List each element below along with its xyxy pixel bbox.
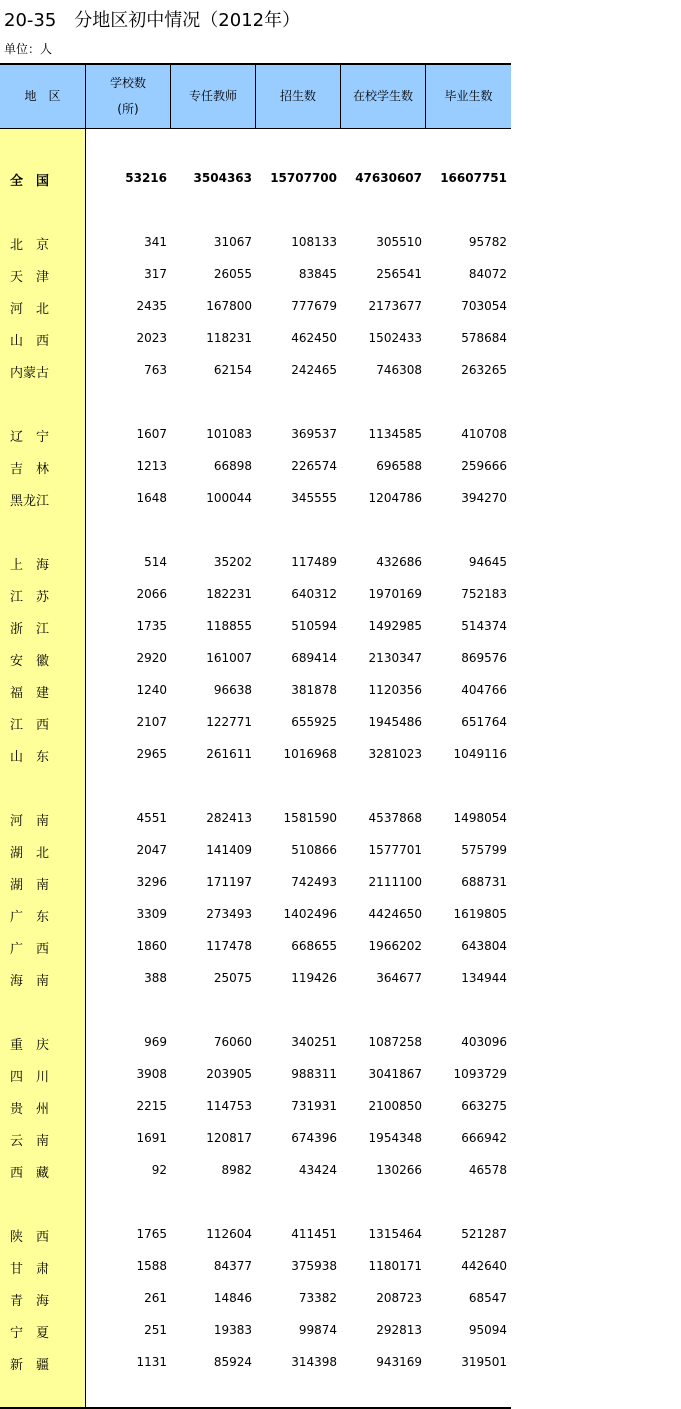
cell-students: 746308 — [376, 363, 422, 377]
cell-teachers: 171197 — [206, 875, 252, 889]
region-name: 安 徽 — [10, 654, 50, 669]
region-name: 上 海 — [10, 558, 50, 573]
cell-teachers: 26055 — [213, 267, 252, 281]
table-row — [0, 550, 511, 574]
region-name: 贵 州 — [10, 1102, 50, 1117]
cell-enrollment: 242465 — [291, 363, 337, 377]
table-row — [0, 966, 511, 990]
table-row — [0, 902, 511, 926]
table-row — [0, 1158, 511, 1182]
cell-schools: 3296 — [136, 875, 167, 889]
header-region: 地 区 — [24, 88, 61, 103]
cell-graduates: 94645 — [468, 555, 507, 569]
cell-schools: 763 — [144, 363, 167, 377]
header-schools-line1: 学校数 — [109, 75, 146, 90]
cell-students: 2173677 — [368, 299, 422, 313]
cell-teachers: 62154 — [213, 363, 252, 377]
region-name: 广 西 — [10, 942, 50, 957]
table-row — [0, 262, 511, 286]
region-name: 黑龙江 — [10, 494, 50, 509]
header-teachers: 专任教师 — [188, 88, 237, 103]
cell-students: 1954348 — [368, 1131, 422, 1145]
cell-schools: 2920 — [136, 651, 167, 665]
header-enrollment: 招生数 — [279, 88, 316, 103]
cell-graduates: 404766 — [461, 683, 507, 697]
cell-enrollment: 345555 — [291, 491, 337, 505]
region-name: 北 京 — [10, 238, 50, 253]
cell-schools: 2047 — [136, 843, 167, 857]
cell-graduates: 46578 — [468, 1163, 507, 1177]
table-row — [0, 1094, 511, 1118]
cell-enrollment: 43424 — [298, 1163, 337, 1177]
cell-schools: 1213 — [136, 459, 167, 473]
cell-teachers: 66898 — [213, 459, 252, 473]
table-row — [0, 934, 511, 958]
table-row — [0, 294, 511, 318]
cell-teachers: 3504363 — [193, 171, 252, 185]
cell-graduates: 1498054 — [453, 811, 507, 825]
cell-teachers: 112604 — [206, 1227, 252, 1241]
table-row — [0, 486, 511, 510]
header-schools-line2: (所) — [117, 101, 139, 116]
cell-graduates: 394270 — [461, 491, 507, 505]
cell-schools: 3309 — [136, 907, 167, 921]
cell-enrollment: 777679 — [291, 299, 337, 313]
cell-students: 4537868 — [368, 811, 422, 825]
cell-schools: 514 — [144, 555, 167, 569]
cell-enrollment: 15707700 — [270, 171, 337, 185]
cell-graduates: 1049116 — [453, 747, 507, 761]
cell-teachers: 101083 — [206, 427, 252, 441]
cell-schools: 251 — [144, 1323, 167, 1337]
cell-schools: 1588 — [136, 1259, 167, 1273]
region-name: 福 建 — [10, 686, 50, 701]
table-row — [0, 230, 511, 254]
cell-schools: 2965 — [136, 747, 167, 761]
cell-schools: 1860 — [136, 939, 167, 953]
table-row — [0, 742, 511, 766]
cell-graduates: 575799 — [461, 843, 507, 857]
table-row — [0, 1062, 511, 1086]
cell-graduates: 95094 — [468, 1323, 507, 1337]
cell-teachers: 19383 — [213, 1323, 252, 1337]
region-name: 河 南 — [10, 814, 50, 829]
cell-enrollment: 988311 — [291, 1067, 337, 1081]
cell-teachers: 31067 — [213, 235, 252, 249]
table-row — [0, 422, 511, 446]
table-row — [0, 326, 511, 350]
table-row — [0, 1126, 511, 1150]
cell-enrollment: 411451 — [291, 1227, 337, 1241]
cell-graduates: 1093729 — [453, 1067, 507, 1081]
region-name: 辽 宁 — [10, 430, 50, 445]
data-table — [0, 63, 511, 1409]
cell-students: 696588 — [376, 459, 422, 473]
cell-graduates: 263265 — [461, 363, 507, 377]
cell-students: 305510 — [376, 235, 422, 249]
cell-teachers: 14846 — [213, 1291, 252, 1305]
cell-teachers: 85924 — [213, 1355, 252, 1369]
cell-students: 2111100 — [368, 875, 422, 889]
cell-graduates: 643804 — [461, 939, 507, 953]
table-row — [0, 358, 511, 382]
cell-graduates: 578684 — [461, 331, 507, 345]
region-name: 海 南 — [10, 974, 50, 989]
page-title: 20-35 分地区初中情况（2012年） — [4, 10, 301, 31]
region-name: 西 藏 — [10, 1166, 50, 1181]
region-name: 吉 林 — [10, 462, 50, 477]
region-name: 江 西 — [10, 718, 50, 733]
cell-teachers: 76060 — [213, 1035, 252, 1049]
cell-graduates: 319501 — [461, 1355, 507, 1369]
cell-graduates: 403096 — [461, 1035, 507, 1049]
cell-schools: 261 — [144, 1291, 167, 1305]
region-name: 河 北 — [10, 302, 50, 317]
cell-students: 1120356 — [368, 683, 422, 697]
header-schools — [86, 63, 170, 128]
cell-graduates: 442640 — [461, 1259, 507, 1273]
cell-teachers: 141409 — [206, 843, 252, 857]
cell-enrollment: 83845 — [298, 267, 337, 281]
cell-graduates: 1619805 — [453, 907, 507, 921]
header-bottom-border — [0, 128, 511, 129]
cell-students: 1492985 — [368, 619, 422, 633]
cell-schools: 317 — [144, 267, 167, 281]
region-name: 湖 南 — [10, 878, 50, 893]
region-name: 青 海 — [10, 1294, 50, 1309]
cell-students: 292813 — [376, 1323, 422, 1337]
cell-schools: 2435 — [136, 299, 167, 313]
region-name: 山 东 — [10, 750, 50, 765]
cell-graduates: 259666 — [461, 459, 507, 473]
cell-teachers: 203905 — [206, 1067, 252, 1081]
cell-students: 47630607 — [355, 171, 422, 185]
cell-students: 1945486 — [368, 715, 422, 729]
cell-teachers: 282413 — [206, 811, 252, 825]
cell-teachers: 120817 — [206, 1131, 252, 1145]
header-students: 在校学生数 — [352, 88, 413, 103]
cell-graduates: 95782 — [468, 235, 507, 249]
cell-teachers: 273493 — [206, 907, 252, 921]
cell-graduates: 651764 — [461, 715, 507, 729]
cell-students: 1970169 — [368, 587, 422, 601]
table-row — [0, 1318, 511, 1342]
cell-graduates: 410708 — [461, 427, 507, 441]
cell-teachers: 118231 — [206, 331, 252, 345]
cell-students: 1966202 — [368, 939, 422, 953]
cell-enrollment: 226574 — [291, 459, 337, 473]
cell-schools: 388 — [144, 971, 167, 985]
cell-teachers: 122771 — [206, 715, 252, 729]
cell-enrollment: 381878 — [291, 683, 337, 697]
table-row — [0, 1286, 511, 1310]
cell-enrollment: 510866 — [291, 843, 337, 857]
cell-schools: 2215 — [136, 1099, 167, 1113]
cell-enrollment: 1581590 — [283, 811, 337, 825]
cell-teachers: 117478 — [206, 939, 252, 953]
region-name: 甘 肃 — [10, 1262, 50, 1277]
cell-students: 943169 — [376, 1355, 422, 1369]
table-row — [0, 1030, 511, 1054]
cell-enrollment: 1402496 — [283, 907, 337, 921]
region-name: 云 南 — [10, 1134, 50, 1149]
cell-graduates: 16607751 — [440, 171, 507, 185]
region-name: 浙 江 — [10, 622, 50, 637]
table-row — [0, 582, 511, 606]
region-name: 宁 夏 — [10, 1326, 50, 1341]
cell-teachers: 100044 — [206, 491, 252, 505]
cell-graduates: 514374 — [461, 619, 507, 633]
cell-students: 1315464 — [368, 1227, 422, 1241]
region-name: 山 西 — [10, 334, 50, 349]
cell-teachers: 161007 — [206, 651, 252, 665]
cell-enrollment: 340251 — [291, 1035, 337, 1049]
cell-schools: 92 — [151, 1163, 167, 1177]
cell-schools: 1765 — [136, 1227, 167, 1241]
cell-enrollment: 314398 — [291, 1355, 337, 1369]
unit-label: 单位：人 — [4, 42, 53, 56]
cell-students: 130266 — [376, 1163, 422, 1177]
cell-enrollment: 668655 — [291, 939, 337, 953]
cell-enrollment: 689414 — [291, 651, 337, 665]
cell-students: 1134585 — [368, 427, 422, 441]
region-name: 江 苏 — [10, 590, 50, 605]
cell-enrollment: 731931 — [291, 1099, 337, 1113]
cell-teachers: 35202 — [213, 555, 252, 569]
cell-schools: 969 — [144, 1035, 167, 1049]
cell-students: 4424650 — [368, 907, 422, 921]
cell-schools: 2023 — [136, 331, 167, 345]
cell-enrollment: 1016968 — [283, 747, 337, 761]
cell-graduates: 666942 — [461, 1131, 507, 1145]
region-name: 重 庆 — [10, 1038, 50, 1053]
cell-schools: 1240 — [136, 683, 167, 697]
cell-students: 1577701 — [368, 843, 422, 857]
region-name: 全 国 — [10, 174, 50, 189]
cell-enrollment: 375938 — [291, 1259, 337, 1273]
cell-graduates: 663275 — [461, 1099, 507, 1113]
cell-students: 432686 — [376, 555, 422, 569]
region-name: 陕 西 — [10, 1230, 50, 1245]
cell-students: 1180171 — [368, 1259, 422, 1273]
cell-schools: 1131 — [136, 1355, 167, 1369]
cell-teachers: 167800 — [206, 299, 252, 313]
table-row — [0, 710, 511, 734]
table-row — [0, 1350, 511, 1374]
cell-teachers: 261611 — [206, 747, 252, 761]
cell-students: 256541 — [376, 267, 422, 281]
region-name: 内蒙古 — [10, 366, 50, 381]
cell-schools: 1607 — [136, 427, 167, 441]
table-row — [0, 838, 511, 862]
cell-enrollment: 655925 — [291, 715, 337, 729]
cell-enrollment: 119426 — [291, 971, 337, 985]
cell-schools: 1648 — [136, 491, 167, 505]
cell-enrollment: 369537 — [291, 427, 337, 441]
cell-schools: 1691 — [136, 1131, 167, 1145]
cell-graduates: 703054 — [461, 299, 507, 313]
cell-enrollment: 674396 — [291, 1131, 337, 1145]
cell-graduates: 68547 — [468, 1291, 507, 1305]
cell-students: 1087258 — [368, 1035, 422, 1049]
table-row — [0, 870, 511, 894]
table-row — [0, 614, 511, 638]
cell-students: 1502433 — [368, 331, 422, 345]
cell-schools: 4551 — [136, 811, 167, 825]
cell-enrollment: 108133 — [291, 235, 337, 249]
cell-enrollment: 510594 — [291, 619, 337, 633]
cell-enrollment: 73382 — [298, 1291, 337, 1305]
region-name: 天 津 — [10, 270, 50, 285]
cell-teachers: 96638 — [213, 683, 252, 697]
cell-schools: 341 — [144, 235, 167, 249]
table-row — [0, 1222, 511, 1246]
cell-schools: 3908 — [136, 1067, 167, 1081]
region-name: 广 东 — [10, 910, 50, 925]
cell-teachers: 114753 — [206, 1099, 252, 1113]
cell-enrollment: 462450 — [291, 331, 337, 345]
cell-graduates: 134944 — [461, 971, 507, 985]
header-graduates: 毕业生数 — [444, 88, 493, 103]
table-row — [0, 646, 511, 670]
cell-teachers: 84377 — [213, 1259, 252, 1273]
cell-graduates: 521287 — [461, 1227, 507, 1241]
region-name: 四 川 — [10, 1070, 50, 1085]
table-row — [0, 1254, 511, 1278]
cell-schools: 1735 — [136, 619, 167, 633]
cell-enrollment: 99874 — [298, 1323, 337, 1337]
cell-students: 2100850 — [368, 1099, 422, 1113]
cell-students: 3281023 — [368, 747, 422, 761]
cell-graduates: 752183 — [461, 587, 507, 601]
table-row — [0, 454, 511, 478]
cell-students: 208723 — [376, 1291, 422, 1305]
cell-students: 1204786 — [368, 491, 422, 505]
cell-schools: 2066 — [136, 587, 167, 601]
region-name: 新 疆 — [10, 1358, 50, 1373]
cell-teachers: 182231 — [206, 587, 252, 601]
cell-graduates: 84072 — [468, 267, 507, 281]
cell-students: 3041867 — [368, 1067, 422, 1081]
cell-enrollment: 117489 — [291, 555, 337, 569]
cell-teachers: 25075 — [213, 971, 252, 985]
cell-graduates: 688731 — [461, 875, 507, 889]
cell-enrollment: 742493 — [291, 875, 337, 889]
cell-graduates: 869576 — [461, 651, 507, 665]
cell-students: 2130347 — [368, 651, 422, 665]
cell-teachers: 118855 — [206, 619, 252, 633]
cell-teachers: 8982 — [221, 1163, 252, 1177]
table-row — [0, 806, 511, 830]
cell-schools: 53216 — [125, 171, 167, 185]
table-row — [0, 678, 511, 702]
region-name: 湖 北 — [10, 846, 50, 861]
cell-enrollment: 640312 — [291, 587, 337, 601]
cell-schools: 2107 — [136, 715, 167, 729]
cell-students: 364677 — [376, 971, 422, 985]
total-row — [0, 166, 511, 190]
